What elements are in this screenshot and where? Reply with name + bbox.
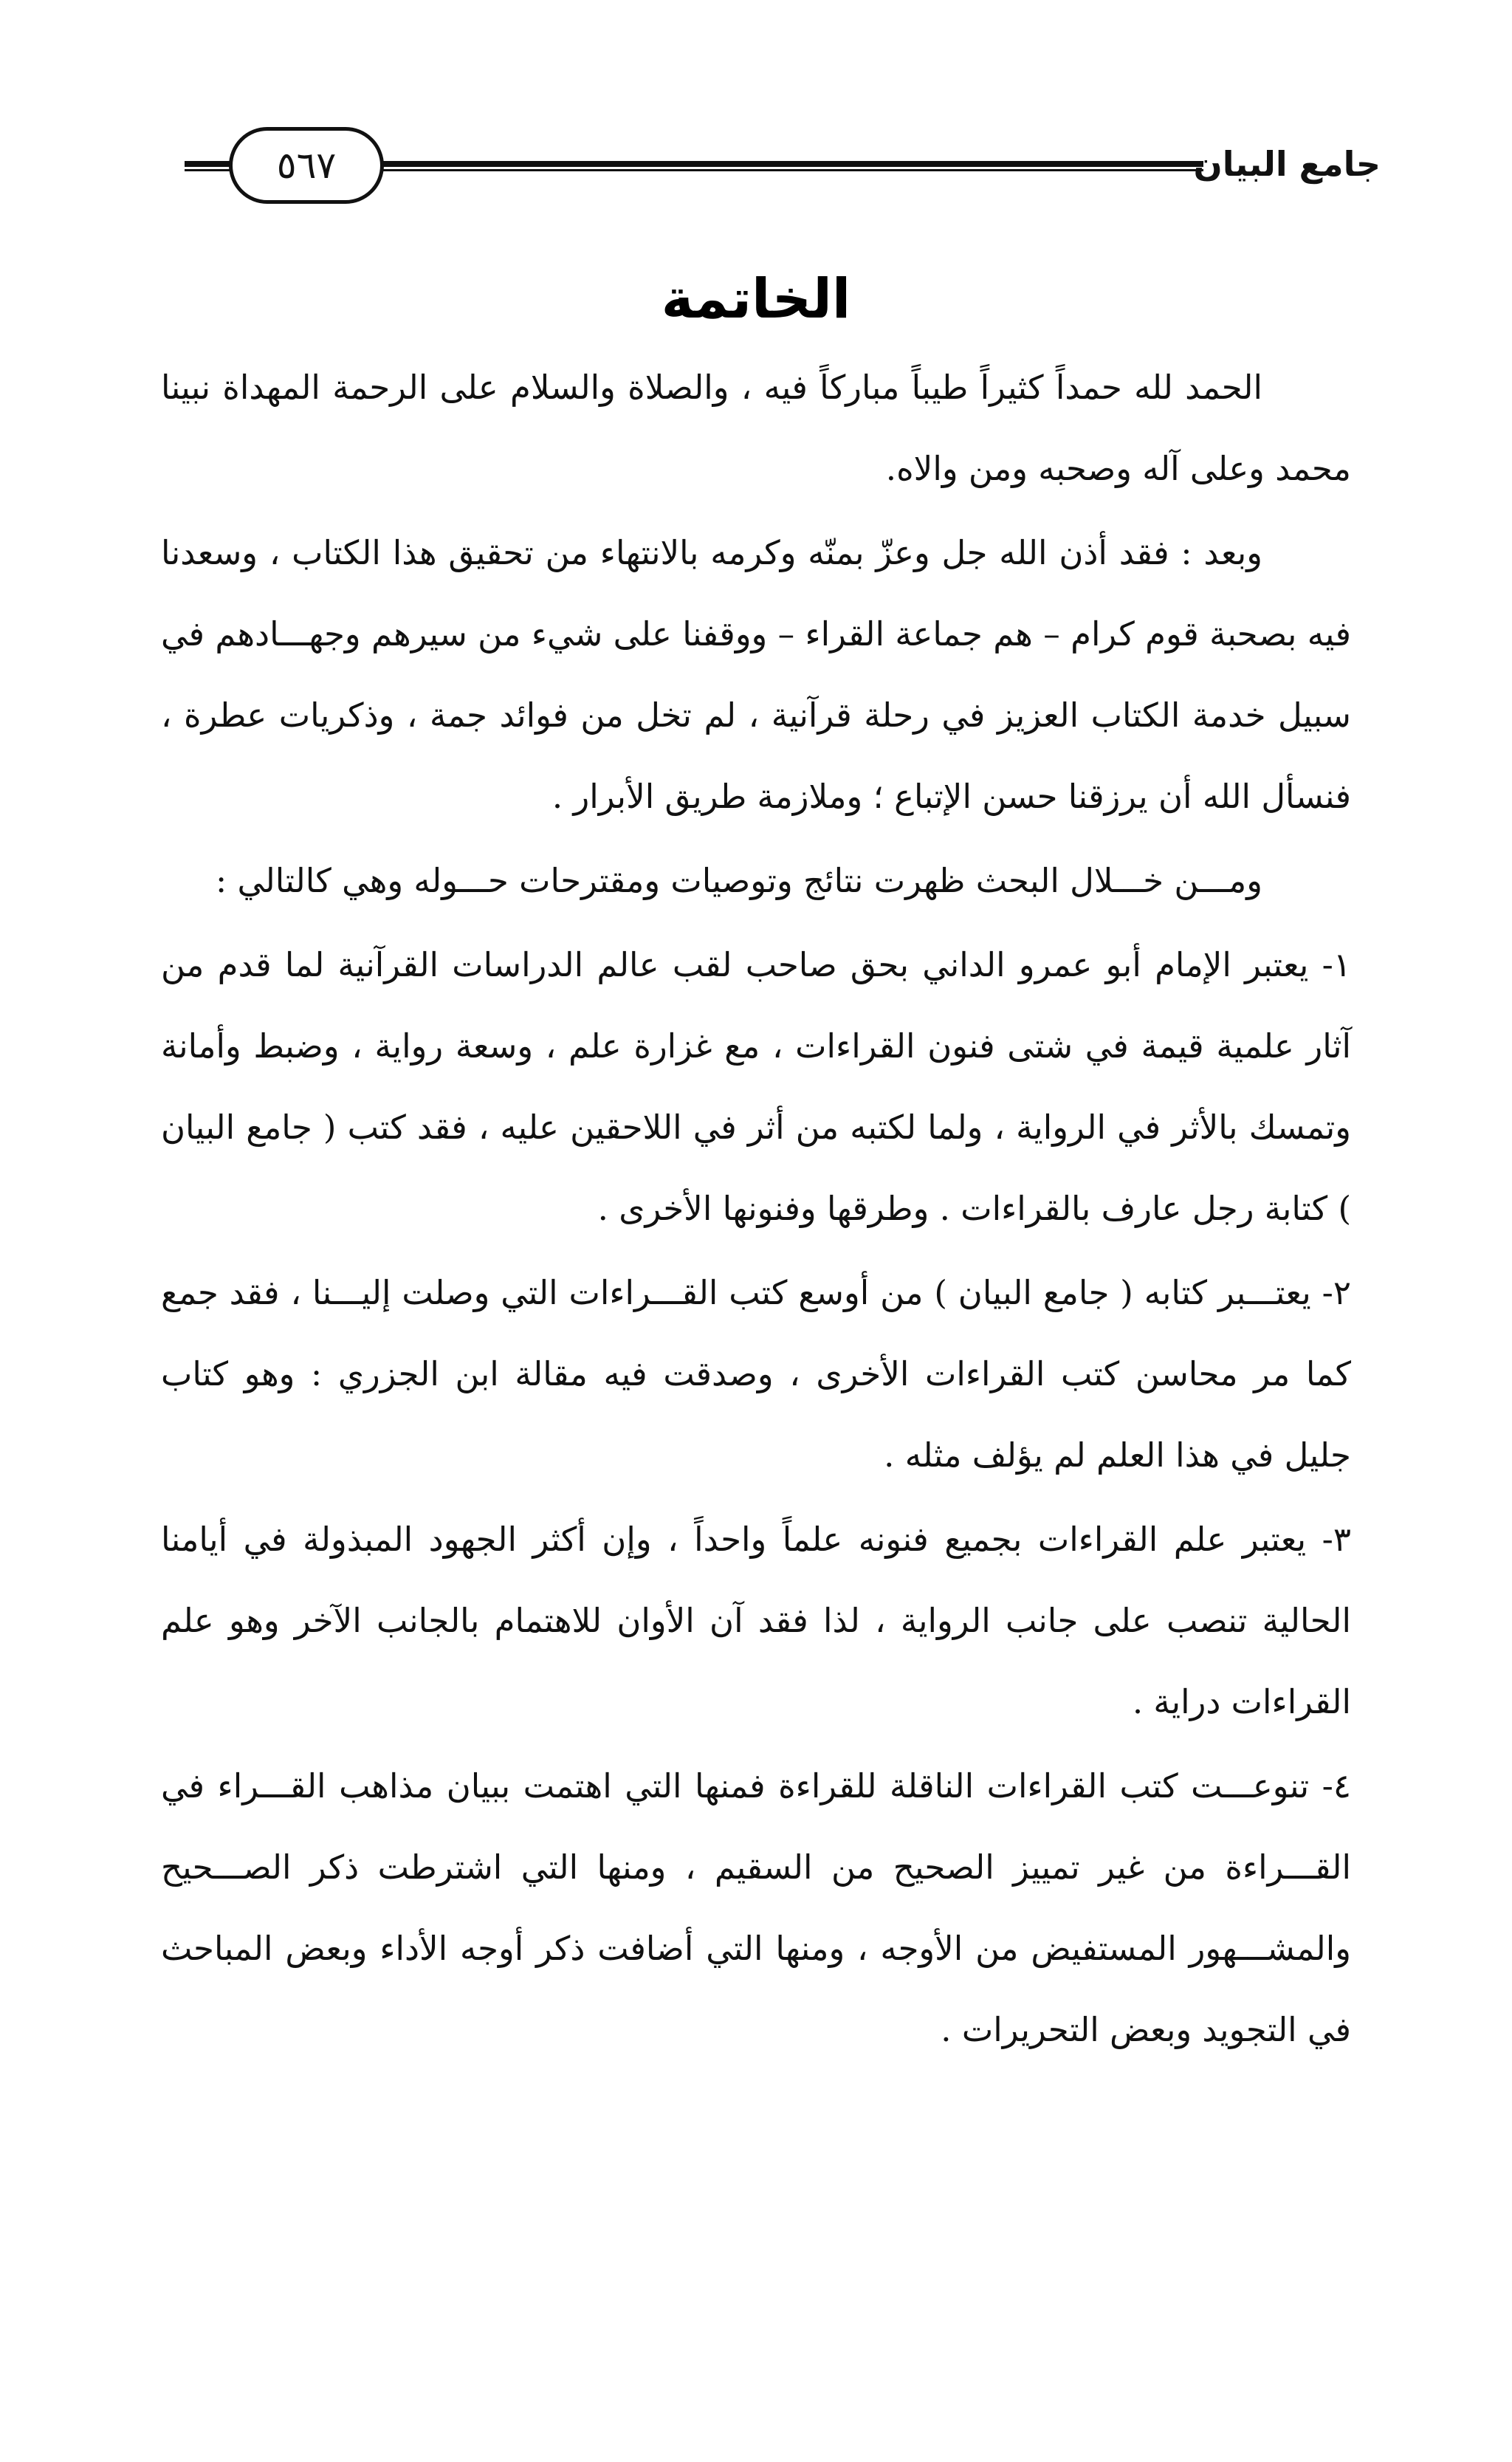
running-header — [185, 111, 1381, 222]
section-title: الخاتمة — [661, 267, 851, 331]
list-item-4: ٤- تنوعـــت كتب القراءات الناقلة للقراءة فمنها التي اهتمت ببيان مذاهب القـــراء في القـــراءة من غير تمييز الصحيح من السقيم ، ومنها التي اشترطت ذكر الصـــحيح والمشـــهور المستفيض من الأوجه ، ومنها التي أضافت ذكر أوجه الأداء وبعض المباحث في التجويد وبعض التحريرات . — [161, 1766, 1351, 2049]
list-item-3: ٣- يعتبر علم القراءات بجميع فنونه علماً واحداً ، وإن أكثر الجهود المبذولة في أيامنا الحالية تنصب على جانب الرواية ، لذا فقد آن الأوان للاهتمام بالجانب الآخر وهو علم القراءات دراية . — [161, 1520, 1351, 1721]
header-rule-right — [377, 161, 1203, 171]
paragraph-results-lead: ومـــن خـــلال البحث ظهرت نتائج وتوصيات ومقترحات حـــوله وهي كالتالي : — [216, 861, 1262, 900]
list-item-2: ٢- يعتـــبر كتابه ( جامع البيان ) من أوسع كتب القـــراءات التي وصلت إليـــنا ، فقد جمع كما مر محاسن كتب القراءات الأخرى ، وصدقت فيه مقالة ابن الجزري : وهو كتاب جليل في هذا العلم لم يؤلف مثله . — [161, 1273, 1351, 1475]
list-item-1: ١- يعتبر الإمام أبو عمرو الداني بحق صاحب لقب عالم الدراسات القرآنية لما قدم من آثار علمية قيمة في شتى فنون القراءات ، مع غزارة علم ، وسعة رواية ، وضبط وأمانة وتمسك بالأثر في الرواية ، ولما لكتبه من أثر في اللاحقين عليه ، فقد كتب ( جامع البيان ) كتابة رجل عارف بالقراءات . وطرقها وفنونها الأخرى . — [161, 945, 1351, 1228]
paragraph-intro: وبعد : فقد أذن الله جل وعزّ بمنّه وكرمه بالانتهاء من تحقيق هذا الكتاب ، وسعدنا فيه بصحبة قوم كرام – هم جماعة القراء – ووقفنا على شيء من سيرهم وجهـــادهم في سبيل خدمة الكتاب العزيز في رحلة قرآنية ، لم تخل من فوائد جمة ، وذكريات عطرة ، فنسأل الله أن يرزقنا حسن الإتباع ؛ وملازمة طريق الأبرار . — [161, 533, 1351, 816]
page-number: ٥٦٧ — [276, 144, 337, 187]
page-number-frame — [229, 127, 384, 204]
paragraph-opening: الحمد لله حمداً كثيراً طيباً مباركاً فيه ، والصلاة والسلام على الرحمة المهداة نبينا محمد وعلى آله وصحبه ومن والاه. — [161, 368, 1351, 488]
book-title: جامع البيان — [1193, 144, 1381, 184]
body-text — [161, 347, 1351, 2074]
